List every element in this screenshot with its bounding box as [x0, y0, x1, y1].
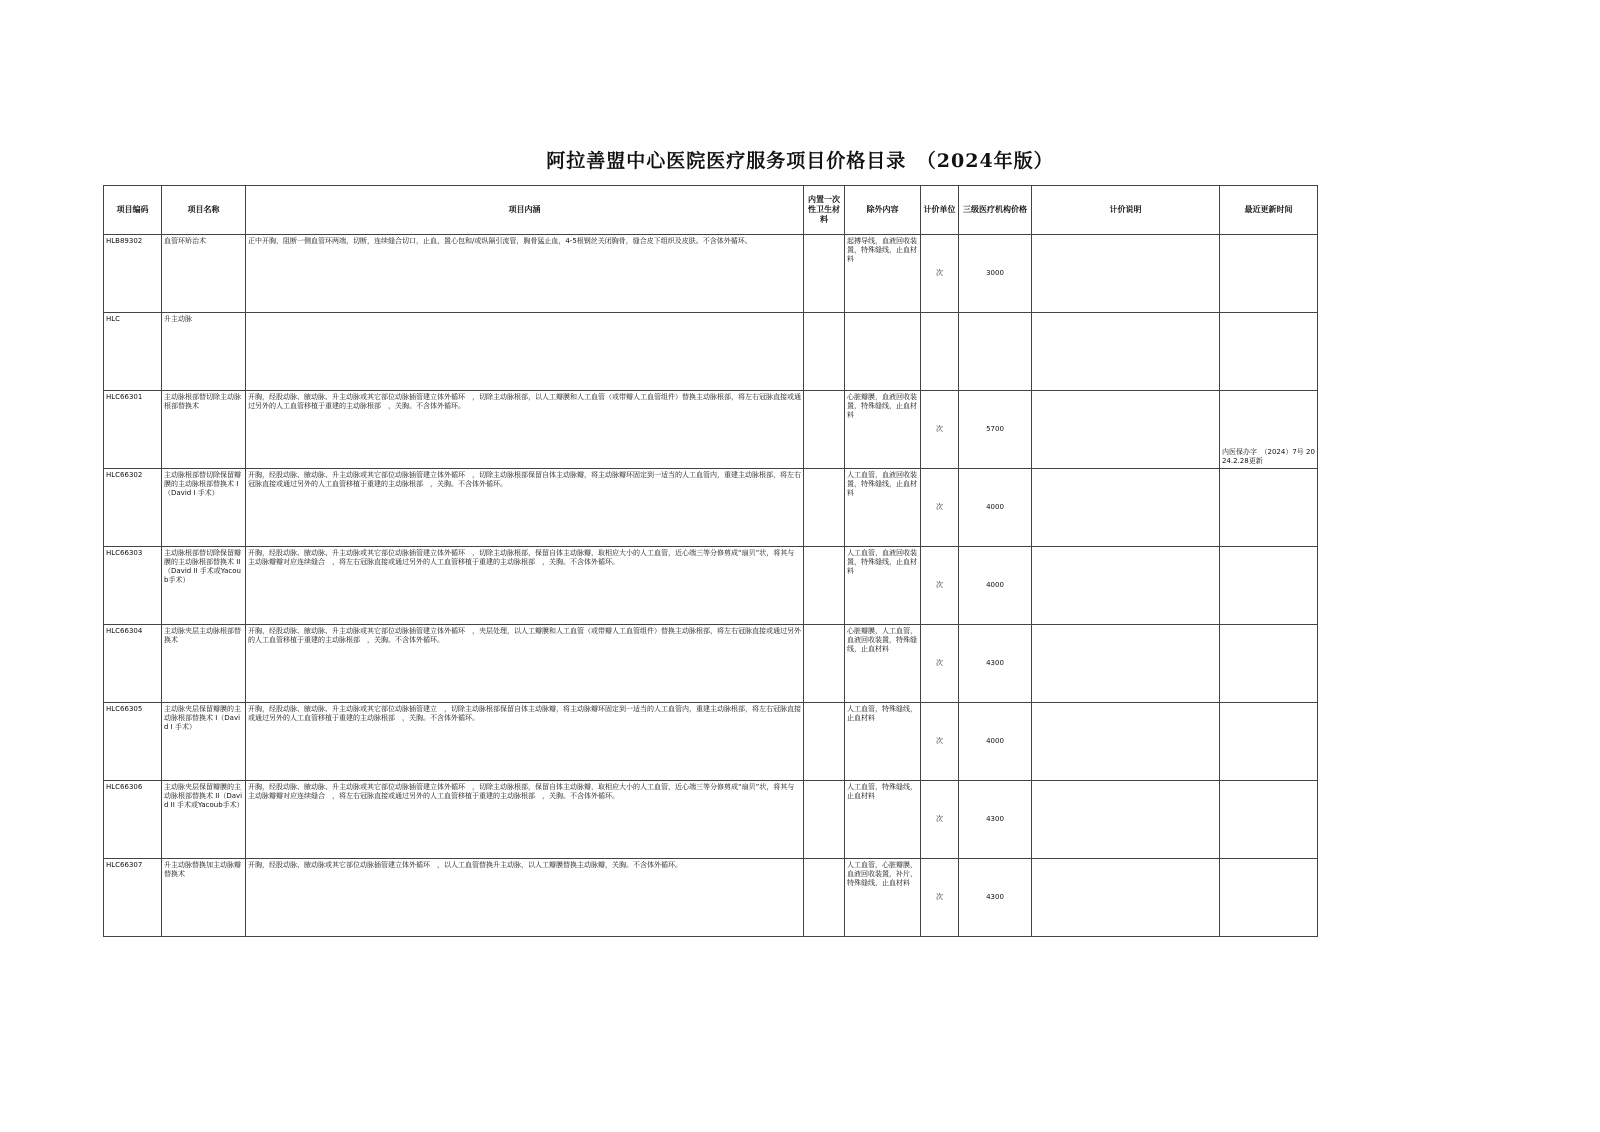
- cell-content: [246, 313, 804, 391]
- cell-price: [959, 313, 1032, 391]
- cell-unit: 次: [921, 859, 959, 937]
- table-row: [104, 235, 1318, 313]
- cell-price: 4300: [959, 625, 1032, 703]
- cell-content: 开胸，经股动脉、腋动脉、升主动脉或其它部位动脉插管建立体外循环 ，切除主动脉根部保留自体主动脉瓣，将主动脉瓣环固定到一适当的人工血管内，重建主动脉根部，将左右冠脉直接或通过另外的人工血管移植于重建的主动脉根部 ，关胸。不含体外循环。: [246, 469, 804, 547]
- cell-consumable: [804, 781, 845, 859]
- table-header-row: [104, 186, 1318, 235]
- cell-code: HLC66302: [104, 469, 162, 547]
- cell-content: 正中开胸，阻断一侧血管环两端，切断，连续缝合切口，止血，置心包和/或纵隔引流管，胸骨猛止血，4-5根钢丝关闭胸骨，缝合皮下组织及皮肤。不含体外循环。: [246, 235, 804, 313]
- cell-consumable: [804, 235, 845, 313]
- cell-code: HLC66305: [104, 703, 162, 781]
- header-excluded: 除外内容: [845, 186, 921, 235]
- cell-unit: 次: [921, 781, 959, 859]
- cell-unit: 次: [921, 235, 959, 313]
- cell-code: HLC: [104, 313, 162, 391]
- cell-note: [1032, 625, 1220, 703]
- cell-price: 4000: [959, 547, 1032, 625]
- cell-code: HLC66304: [104, 625, 162, 703]
- cell-code: HLC66306: [104, 781, 162, 859]
- cell-code: HLC66307: [104, 859, 162, 937]
- table-row: [104, 625, 1318, 703]
- header-price: 三级医疗机构价格: [959, 186, 1032, 235]
- cell-code: HLC66303: [104, 547, 162, 625]
- cell-code: HLB89302: [104, 235, 162, 313]
- cell-price: 4000: [959, 469, 1032, 547]
- cell-excluded: 人工血管，特殊缝线，止血材料: [845, 781, 921, 859]
- cell-content: 开胸，经股动脉、腋动脉、升主动脉或其它部位动脉插管建立体外循环 ，切除主动脉根部，保留自体主动脉瓣，取相应大小的人工血管，近心端三等分修剪成“扇贝”状，将其与主动脉瓣瓣对应连续缝合 ，将左右冠脉直接或通过另外的人工血管移植于重建的主动脉根部 ，关胸。不含体外循环。: [246, 781, 804, 859]
- cell-content: 开胸，经股动脉、腋动脉、升主动脉或其它部位动脉插管建立体外循环 ，切除主动脉根部，保留自体主动脉瓣，取相应大小的人工血管，近心端三等分修剪成“扇贝”状，将其与主动脉瓣瓣对应连续缝合 ，将左右冠脉直接或通过另外的人工血管移植于重建的主动脉根部 ，关胸。不含体外循环。: [246, 547, 804, 625]
- cell-price: 4300: [959, 859, 1032, 937]
- cell-updated: [1220, 859, 1318, 937]
- table-row: [104, 469, 1318, 547]
- cell-unit: [921, 313, 959, 391]
- cell-unit: 次: [921, 547, 959, 625]
- cell-consumable: [804, 469, 845, 547]
- header-unit: 计价单位: [921, 186, 959, 235]
- cell-unit: 次: [921, 625, 959, 703]
- cell-updated: [1220, 313, 1318, 391]
- header-name: 项目名称: [162, 186, 246, 235]
- cell-name: 升主动脉: [162, 313, 246, 391]
- cell-consumable: [804, 703, 845, 781]
- cell-excluded: [845, 313, 921, 391]
- cell-note: [1032, 235, 1220, 313]
- cell-price: 4300: [959, 781, 1032, 859]
- table-row: [104, 703, 1318, 781]
- cell-content: 开胸，经股动脉、腋动脉、升主动脉或其它部位动脉插管建立体外循环 ，夹层处理，以人工瓣膜和人工血管（或带瓣人工血管组件）替换主动脉根部，将左右冠脉直接或通过另外的人工血管移植于重建的主动脉根部 ，关胸。不含体外循环。: [246, 625, 804, 703]
- cell-note: [1032, 859, 1220, 937]
- cell-unit: 次: [921, 703, 959, 781]
- cell-price: 4000: [959, 703, 1032, 781]
- page-title: 阿拉善盟中心医院医疗服务项目价格目录 （2024年版）: [546, 150, 1054, 172]
- cell-consumable: [804, 547, 845, 625]
- header-updated: 最近更新时间: [1220, 186, 1318, 235]
- cell-unit: 次: [921, 469, 959, 547]
- cell-name: 主动脉根部替切除保留瓣膜的主动脉根部替换术 I（David I 手术）: [162, 469, 246, 547]
- cell-updated: [1220, 547, 1318, 625]
- cell-updated: [1220, 235, 1318, 313]
- cell-updated: 内医保办字 （2024）7号 2024.2.28更新: [1220, 391, 1318, 469]
- cell-updated: [1220, 625, 1318, 703]
- cell-name: 血管环矫治术: [162, 235, 246, 313]
- cell-content: 开胸，经股动脉、腋动脉或其它部位动脉插管建立体外循环 ，以人工血管替换升主动脉，以人工瓣膜替换主动脉瓣，关胸。不含体外循环。: [246, 859, 804, 937]
- cell-name: 主动脉夹层主动脉根部替换术: [162, 625, 246, 703]
- cell-name: 主动脉根部替切除主动脉根部替换术: [162, 391, 246, 469]
- cell-consumable: [804, 859, 845, 937]
- cell-excluded: 人工血管，血液回收装置，特殊缝线，止血材料: [845, 469, 921, 547]
- cell-updated: [1220, 469, 1318, 547]
- cell-name: 主动脉夹层保留瓣膜的主动脉根部替换术 II（David II 手术或Yacoub手术）: [162, 781, 246, 859]
- cell-unit: 次: [921, 391, 959, 469]
- cell-excluded: 人工血管，心脏瓣膜，血液回收装置，补片，特殊缝线，止血材料: [845, 859, 921, 937]
- cell-excluded: 人工血管，特殊缝线，止血材料: [845, 703, 921, 781]
- cell-note: [1032, 781, 1220, 859]
- table-row: [104, 547, 1318, 625]
- cell-consumable: [804, 391, 845, 469]
- cell-name: 主动脉夹层保留瓣膜的主动脉根部替换术 I（David I 手术）: [162, 703, 246, 781]
- header-content: 项目内涵: [246, 186, 804, 235]
- header-note: 计价说明: [1032, 186, 1220, 235]
- header-consumable: 内置一次性卫生材料: [804, 186, 845, 235]
- cell-price: 5700: [959, 391, 1032, 469]
- cell-consumable: [804, 625, 845, 703]
- table-row: [104, 859, 1318, 937]
- cell-excluded: 起搏导线，血液回收装置，特殊缝线，止血材料: [845, 235, 921, 313]
- cell-note: [1032, 391, 1220, 469]
- cell-consumable: [804, 313, 845, 391]
- cell-excluded: 心脏瓣膜，人工血管，血液回收装置，特殊缝线，止血材料: [845, 625, 921, 703]
- cell-updated: [1220, 781, 1318, 859]
- cell-note: [1032, 313, 1220, 391]
- cell-note: [1032, 547, 1220, 625]
- cell-excluded: 心脏瓣膜，血液回收装置，特殊缝线，止血材料: [845, 391, 921, 469]
- cell-note: [1032, 703, 1220, 781]
- header-code: 项目编码: [104, 186, 162, 235]
- table-row: [104, 391, 1318, 469]
- cell-note: [1032, 469, 1220, 547]
- cell-content: 开胸，经股动脉、腋动脉、升主动脉或其它部位动脉插管建立体外循环 ，切除主动脉根部，以人工瓣膜和人工血管（或带瓣人工血管组件）替换主动脉根部，将左右冠脉直接或通过另外的人工血管移植于重建的主动脉根部 ，关胸。不含体外循环。: [246, 391, 804, 469]
- cell-updated: [1220, 703, 1318, 781]
- cell-name: 升主动脉替换加主动脉瓣替换术: [162, 859, 246, 937]
- cell-excluded: 人工血管，血液回收装置，特殊缝线，止血材料: [845, 547, 921, 625]
- table-row: [104, 781, 1318, 859]
- cell-content: 开胸，经股动脉、腋动脉、升主动脉或其它部位动脉插管建立 ，切除主动脉根部保留自体主动脉瓣，将主动脉瓣环固定到一适当的人工血管内，重建主动脉根部，将左右冠脉直接或通过另外的人工血管移植于重建的主动脉根部 ，关胸。不含体外循环。: [246, 703, 804, 781]
- cell-price: 3000: [959, 235, 1032, 313]
- cell-name: 主动脉根部替切除保留瓣膜的主动脉根部替换术 II（David II 手术或Yacoub手术）: [162, 547, 246, 625]
- price-table: [103, 185, 1318, 937]
- cell-code: HLC66301: [104, 391, 162, 469]
- table-row: [104, 313, 1318, 391]
